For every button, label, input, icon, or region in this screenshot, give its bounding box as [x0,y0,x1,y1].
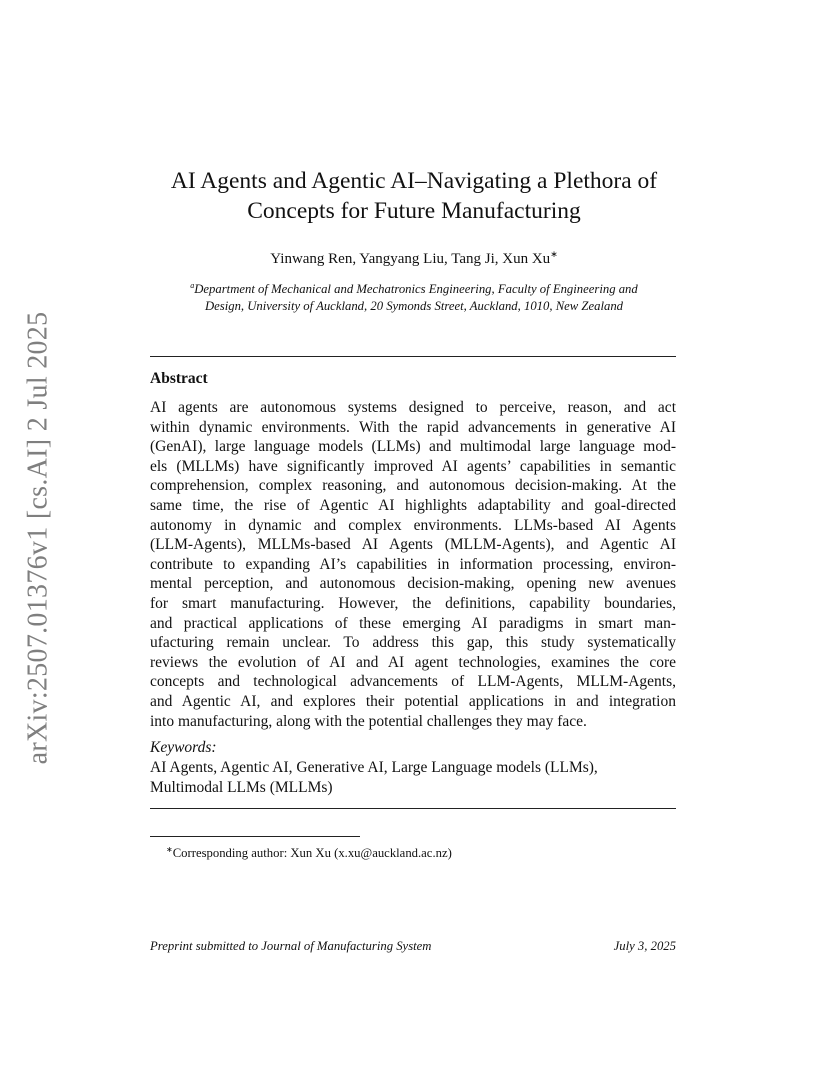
footnote-divider [150,836,360,837]
abstract-bottom-divider [150,808,676,809]
preprint-notice: Preprint submitted to Journal of Manufacturing System [150,939,432,953]
affiliation-line-2: Design, University of Auckland, 20 Symonds Street, Auckland, 1010, New Zealand [204,299,624,313]
affiliation-mark: a [190,281,195,290]
abstract-line: autonomy in dynamic and complex environments. LLMs-based AI Agents [150,516,676,534]
affiliation-line-1: Department of Mechanical and Mechatronics Engineering, Faculty of Engineering and [194,282,638,296]
abstract-line: for smart manufacturing. However, the definitions, capability boundaries, [150,594,676,612]
paper-title-line-2: Concepts for Future Manufacturing [247,198,581,224]
abstract-line: concepts and technological advancements of LLM-Agents, MLLM-Agents, [150,673,676,691]
abstract-line: (LLM-Agents), MLLMs-based AI Agents (MLLM-Agents), and Agentic AI [150,536,676,554]
arxiv-identifier-text: arXiv:2507.01376v1 [cs.AI] 2 Jul 2025 [22,311,54,764]
abstract-line: comprehension, complex reasoning, and autonomous decision-making. At the [150,477,676,495]
abstract-line: into manufacturing, along with the potential challenges they may face. [150,712,587,730]
abstract-line: and Agentic AI, and explores their potential applications in and integration [150,692,676,710]
keywords-list [150,758,676,798]
paper-title [0,166,828,226]
footnote-mark: ∗ [166,845,173,854]
abstract-line: contribute to expanding AI’s capabilities in information processing, environ- [150,555,676,573]
paper-title-line-1: AI Agents and Agentic AI–Navigating a Plethora of [170,168,658,194]
abstract-line: els (MLLMs) have significantly improved AI agents’ capabilities in semantic [150,457,676,475]
abstract-top-divider [150,356,676,357]
corresponding-author-mark: ∗ [550,249,558,259]
affiliation [0,277,828,315]
abstract-line: mental perception, and autonomous decision-making, opening new avenues [150,575,676,593]
abstract-heading: Abstract [150,370,208,387]
corresponding-author-footnote [166,842,452,861]
footnote-text: Corresponding author: Xun Xu (x.xu@auckland.ac.nz) [172,846,452,860]
arxiv-identifier-stamp [18,311,58,764]
author-list [0,245,828,268]
abstract-line: and practical applications of these emerging AI paradigms in smart man- [150,614,676,632]
abstract-line: within dynamic environments. With the rapid advancements in generative AI [150,418,676,436]
keywords-line-2: Multimodal LLMs (MLLMs) [150,779,333,796]
abstract-line: same time, the rise of Agentic AI highlights adaptability and goal-directed [150,496,676,514]
abstract-line: AI agents are autonomous systems designed to perceive, reason, and act [150,399,676,416]
abstract-line: ufacturing remain unclear. To address this gap, this study systematically [150,634,676,652]
abstract-line: reviews the evolution of AI and AI agent technologies, examines the core [150,653,676,671]
abstract-body [150,398,676,731]
author-names: Yinwang Ren, Yangyang Liu, Tang Ji, Xun Xu [270,251,551,267]
keywords-line-1: AI Agents, Agentic AI, Generative AI, Large Language models (LLMs), [150,759,598,776]
abstract-line: (GenAI), large language models (LLMs) and multimodal large language mod- [150,438,676,456]
footer-date: July 3, 2025 [613,939,676,953]
keywords-label: Keywords: [150,739,217,756]
